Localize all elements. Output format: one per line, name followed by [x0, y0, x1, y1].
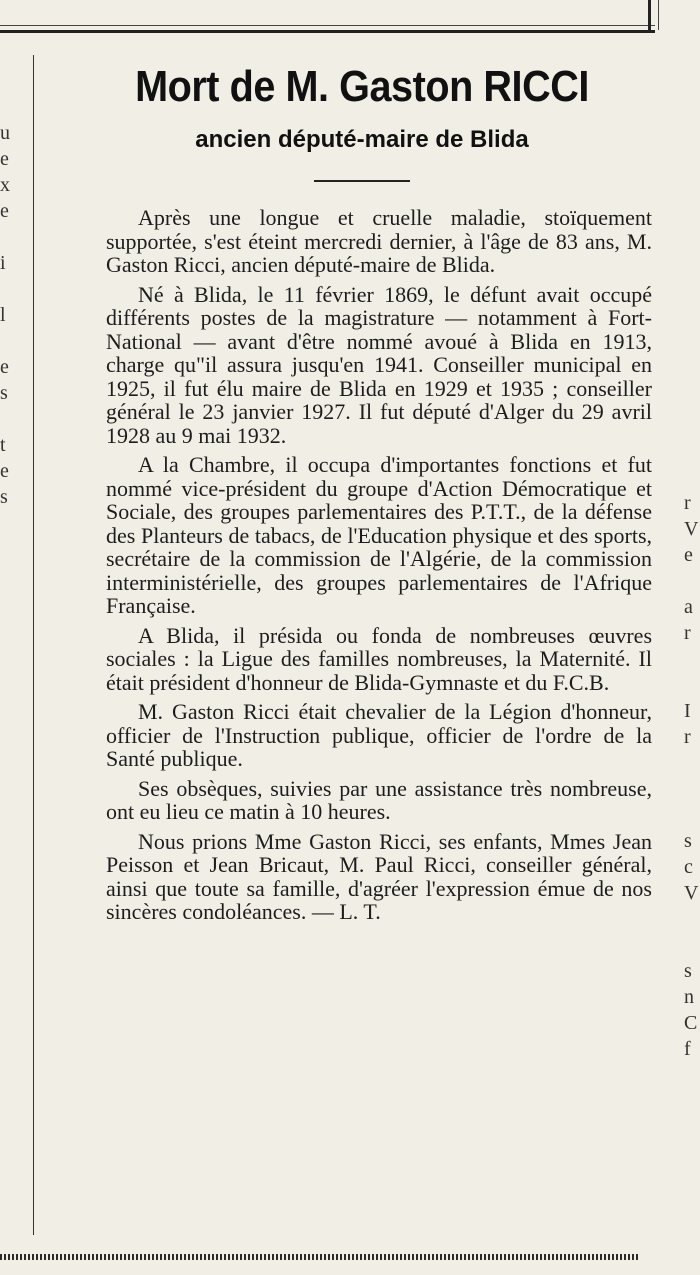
left-fragment: e	[0, 356, 9, 378]
right-fragment: n	[684, 986, 694, 1008]
paragraph-blida: A Blida, il présida ou fonda de nombreuses œuvres sociales : la Ligue des familles nombreuses, la Maternité. Il était président d'honneur de Blida-Gymnaste et du F.C.B.	[106, 622, 652, 695]
column-divider-left	[33, 55, 34, 1235]
right-fragment: V	[684, 518, 699, 540]
paragraph-biography: Né à Blida, le 11 février 1869, le défunt avait occupé différents postes de la magistrature — notamment à Fort-National — avant d'être nommé avoué à Blida en 1913, charge qu"il assura jusqu'en 1941. Conseiller municipal en 1925, il fut élu maire de Blida en 1929 et 1935 ; conseiller général le 23 janvier 1927. Il fut député d'Alger du 29 avril 1928 au 9 mai 1932.	[106, 281, 652, 448]
left-fragment: e	[0, 200, 9, 222]
separator-rule	[314, 180, 410, 182]
obituary-article	[72, 52, 652, 930]
left-fragment: e	[0, 148, 9, 170]
right-fragment	[684, 776, 700, 802]
headline: Mort de M. Gaston RICCI	[135, 62, 589, 111]
left-fragment	[0, 224, 12, 250]
right-fragment	[684, 672, 700, 698]
article-body	[106, 206, 652, 924]
right-fragment: I	[684, 700, 691, 722]
top-right-corner-rule	[648, 0, 659, 30]
top-border-rule	[0, 0, 655, 33]
paragraph-chamber: A la Chambre, il occupa d'importantes fonctions et fut nommé vice-président du groupe d'Action Démocratique et Sociale, des groupes parlementaires des P.T.T., de la défense des Planteurs de tabacs, de l'Education physique et des sports, secrétaire de la commission de l'Algérie, de la commission interministérielle, des groupes parlementaires de l'Afrique Française.	[106, 452, 652, 618]
right-column-bleed	[684, 490, 700, 1062]
subheadline: ancien député-maire de Blida	[195, 126, 529, 153]
right-fragment: f	[684, 1038, 691, 1060]
left-fragment: s	[0, 486, 8, 508]
left-fragment: u	[0, 122, 10, 144]
right-fragment: e	[684, 544, 693, 566]
right-fragment: c	[684, 856, 693, 878]
right-fragment: V	[684, 882, 699, 904]
right-fragment: s	[684, 830, 692, 852]
author-signature: — L. T.	[311, 899, 381, 924]
right-fragment: C	[684, 1012, 698, 1034]
right-fragment: s	[684, 960, 692, 982]
left-fragment	[0, 406, 12, 432]
right-fragment	[684, 568, 700, 594]
right-fragment	[684, 802, 700, 828]
bottom-dotted-rule	[0, 1254, 640, 1260]
left-fragment: l	[0, 304, 6, 326]
left-fragment: s	[0, 382, 8, 404]
right-fragment: r	[684, 622, 691, 644]
right-fragment: a	[684, 596, 693, 618]
condolences-text: Nous prions Mme Gaston Ricci, ses enfants, Mmes Jean Peisson et Jean Bricaut, M. Paul Ricci, conseiller général, ainsi que toute sa famille, d'agréer l'expression émue de nos sincères condoléances.	[106, 828, 652, 924]
right-fragment	[684, 750, 700, 776]
right-fragment: r	[684, 726, 691, 748]
paragraph-honours: M. Gaston Ricci était chevalier de la Légion d'honneur, officier de l'Instruction publique, officier de l'ordre de la Santé publique.	[106, 699, 652, 771]
right-fragment	[684, 906, 700, 932]
paragraph-funeral: Ses obsèques, suivies par une assistance très nombreuse, ont eu lieu ce matin à 10 heures.	[106, 775, 652, 824]
left-fragment: i	[0, 252, 6, 274]
paragraph-announcement: Après une longue et cruelle maladie, stoïquement supportée, s'est éteint mercredi dernier, à l'âge de 83 ans, M. Gaston Ricci, ancien député-maire de Blida.	[106, 205, 652, 277]
left-fragment	[0, 328, 12, 354]
right-fragment	[684, 646, 700, 672]
left-fragment: x	[0, 174, 10, 196]
left-fragment: e	[0, 460, 9, 482]
right-fragment: r	[684, 492, 691, 514]
left-fragment: t	[0, 434, 6, 456]
left-fragment	[0, 276, 12, 302]
paragraph-condolences	[106, 830, 652, 924]
right-fragment	[684, 932, 700, 958]
left-column-bleed	[0, 120, 12, 510]
